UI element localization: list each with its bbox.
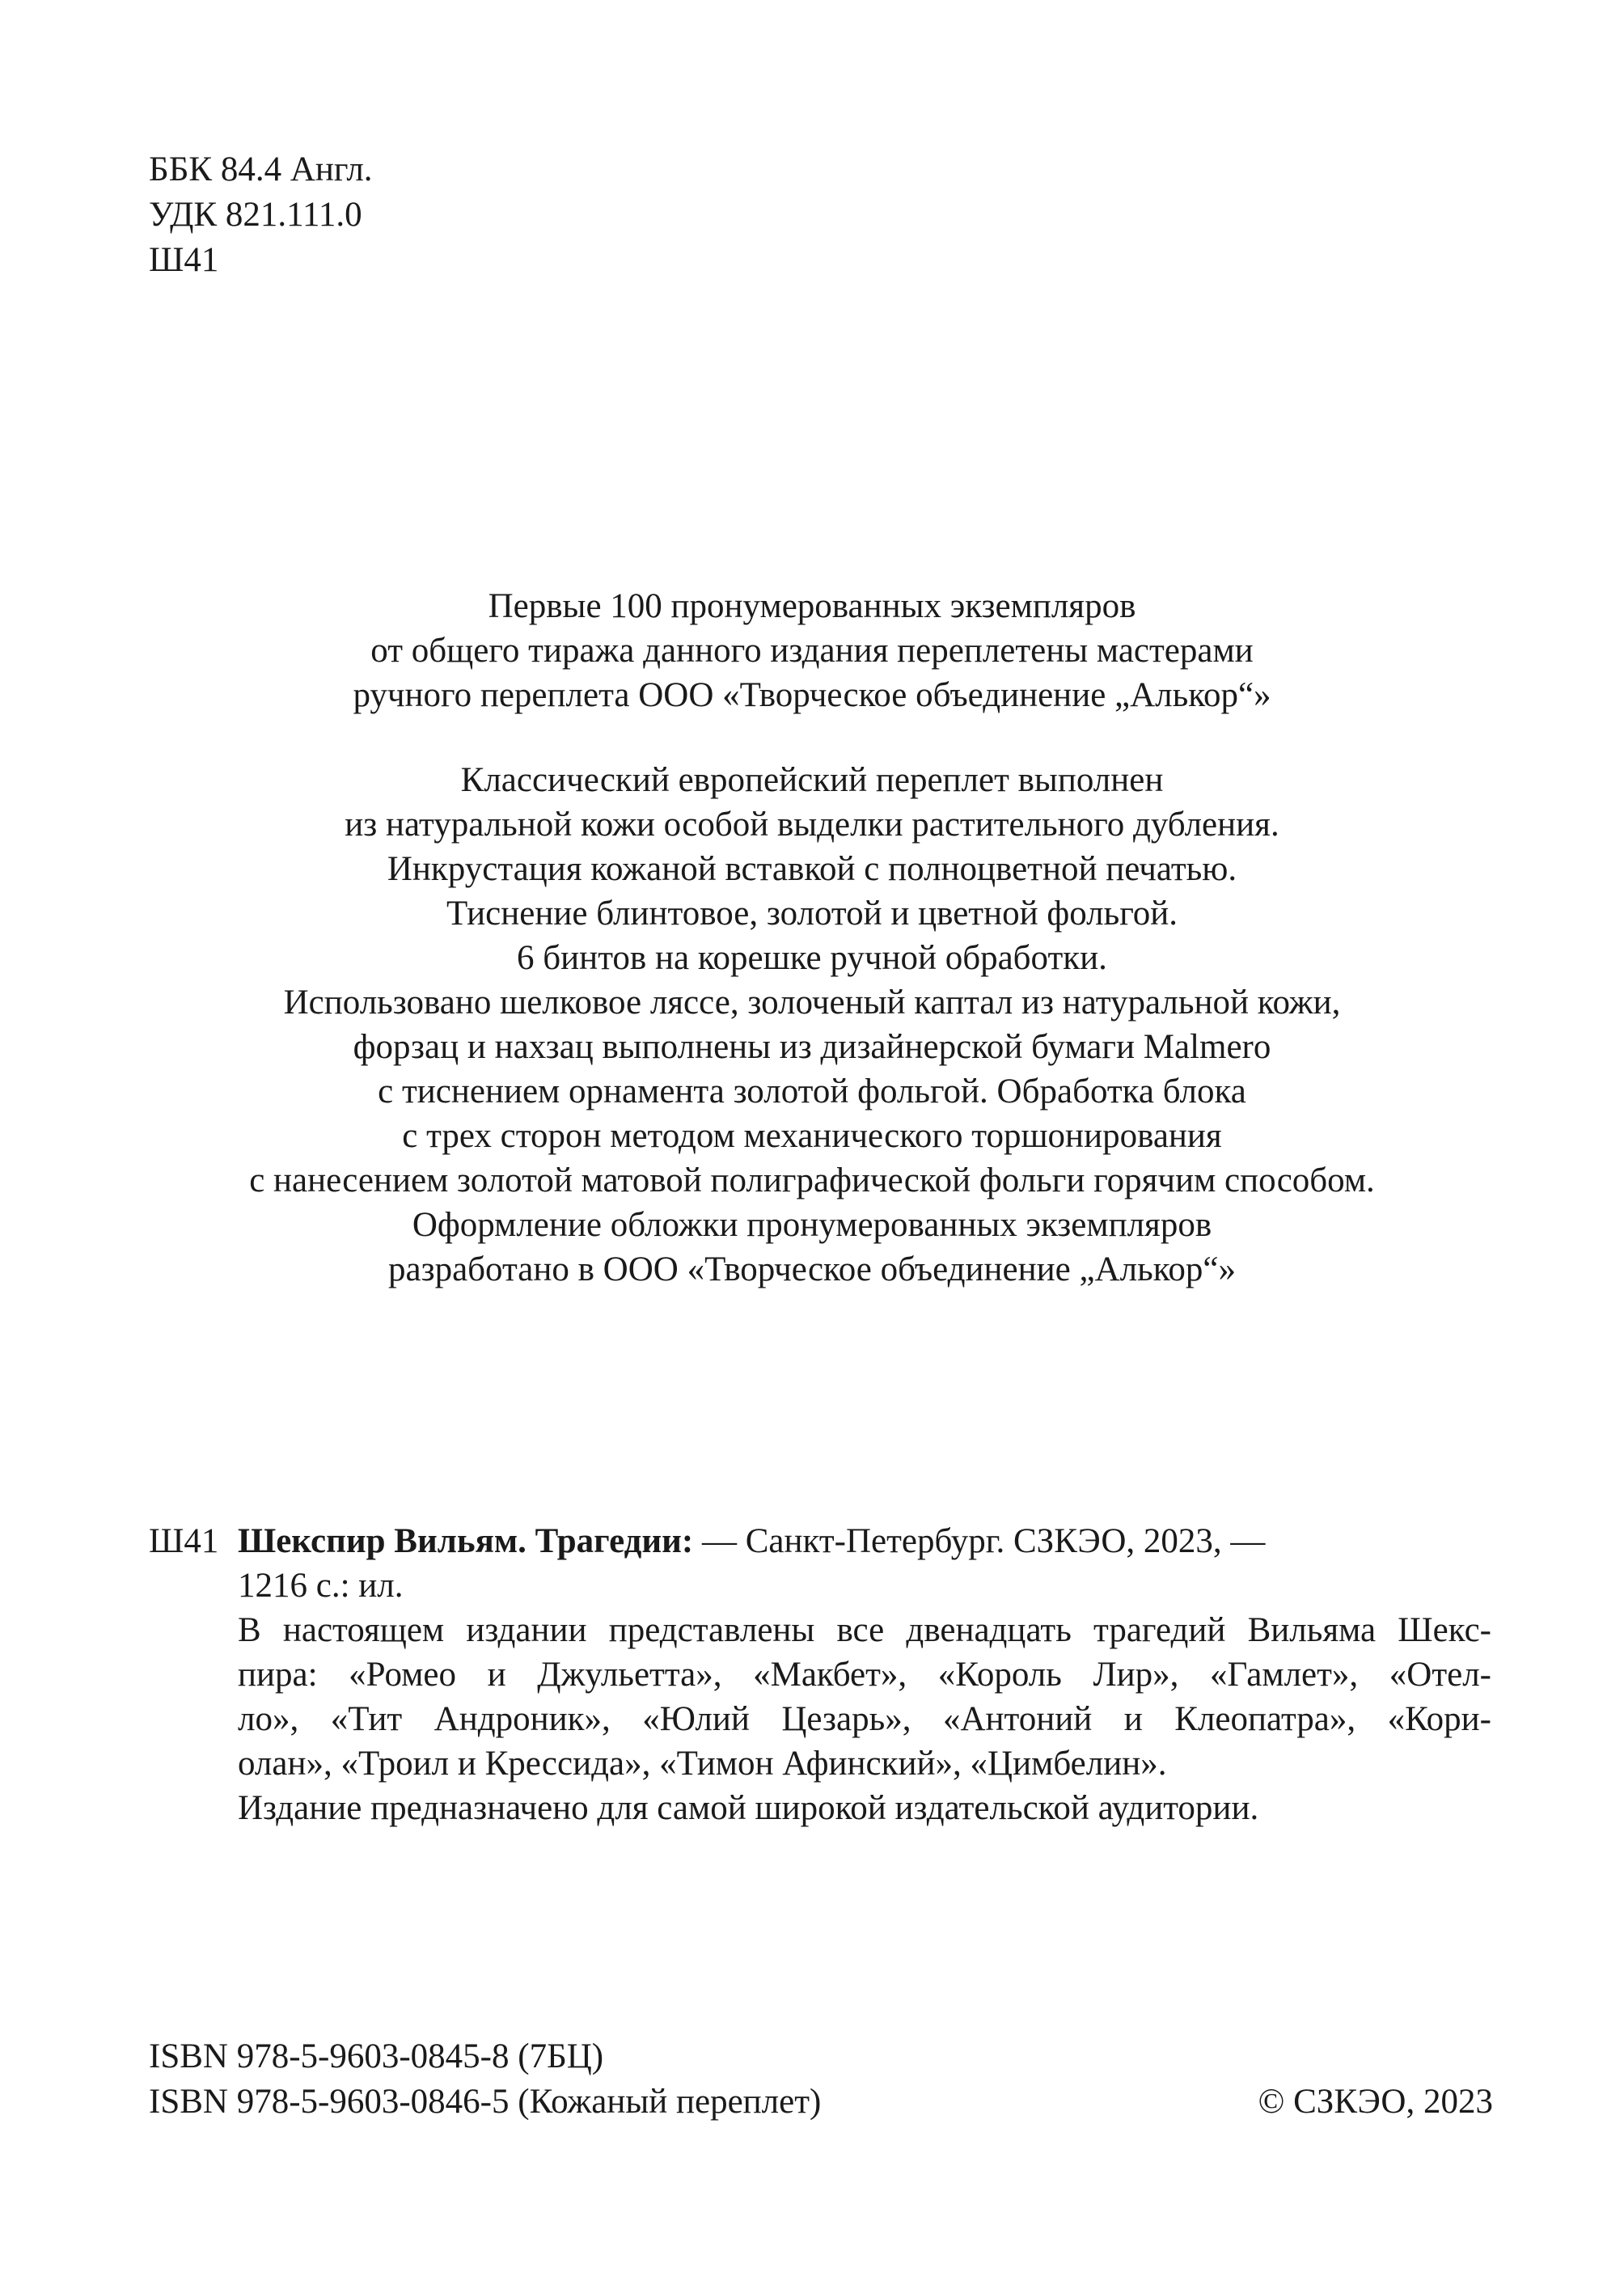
- text-line: Тиснение блинтовое, золотой и цветной фольгой.: [446, 895, 1178, 933]
- author-code: Ш41: [149, 241, 219, 279]
- annotation-line: пира: «Ромео и Джульетта», «Макбет», «Король Лир», «Гамлет», «Отел-: [238, 1656, 1491, 1694]
- text-line: Использовано шелковое ляссе, золоченый каптал из натуральной кожи,: [283, 984, 1341, 1022]
- catalog-body: [238, 1519, 1491, 1830]
- limited-edition-block: [0, 584, 1624, 1292]
- text-line: ручного переплета ООО «Творческое объединение „Алькор“»: [353, 676, 1271, 714]
- isbn-1: ISBN 978-5-9603-0845-8 (7БЦ): [149, 2037, 604, 2075]
- text-line: 6 бинтов на корешке ручной обработки.: [517, 939, 1107, 977]
- annotation-line: олан», «Троил и Крессида», «Тимон Афинский», «Цимбелин».: [238, 1745, 1167, 1783]
- text-line: разработано в ООО «Творческое объединение „Алькор“»: [388, 1250, 1236, 1288]
- text-line: от общего тиража данного издания переплетены мастерами: [370, 632, 1254, 670]
- classification-block: [149, 147, 373, 283]
- text-line: Инкрустация кожаной вставкой с полноцветной печатью.: [387, 850, 1237, 888]
- text-line: с нанесением золотой матовой полиграфической фольги горячим способом.: [249, 1161, 1375, 1199]
- text-line: из натуральной кожи особой выделки растительного дубления.: [345, 806, 1279, 844]
- copyright-notice: © СЗКЭО, 2023: [1258, 2083, 1493, 2121]
- catalog-title-line: [238, 1519, 1491, 1563]
- catalog-pages: 1216 с.: ил.: [238, 1567, 404, 1605]
- text-line: с тиснением орнамента золотой фольгой. Обработка блока: [378, 1072, 1246, 1111]
- isbn-block: [149, 2034, 821, 2125]
- catalog-title: Шекспир Вильям. Трагедии:: [238, 1522, 694, 1560]
- bbk-code: ББК 84.4 Англ.: [149, 150, 373, 188]
- annotation-line: Издание предназначено для самой широкой издательской аудитории.: [238, 1789, 1259, 1827]
- text-line: Оформление обложки пронумерованных экземпляров: [412, 1206, 1212, 1244]
- text-line: Первые 100 пронумерованных экземпляров: [488, 587, 1136, 625]
- catalog-imprint: — Санкт-Петербург. СЗКЭО, 2023, —: [693, 1522, 1266, 1560]
- annotation-line: В настоящем издании представлены все двенадцать трагедий Вильяма Шекс-: [238, 1611, 1491, 1649]
- text-line: Классический европейский переплет выполнен: [460, 761, 1164, 799]
- isbn-2: ISBN 978-5-9603-0846-5 (Кожаный переплет): [149, 2083, 822, 2121]
- annotation-line: ло», «Тит Андроник», «Юлий Цезарь», «Антоний и Клеопатра», «Кори-: [238, 1700, 1491, 1738]
- limited-edition-paragraph-2: [0, 758, 1624, 1292]
- limited-edition-paragraph-1: [0, 584, 1624, 717]
- text-line: с трех сторон методом механического торшонирования: [402, 1117, 1222, 1155]
- udk-code: УДК 821.111.0: [149, 196, 362, 234]
- catalog-record: [149, 1519, 1491, 1830]
- catalog-code: Ш41: [149, 1522, 219, 1560]
- text-line: форзац и нахзац выполнены из дизайнерской бумаги Malmero: [353, 1028, 1271, 1066]
